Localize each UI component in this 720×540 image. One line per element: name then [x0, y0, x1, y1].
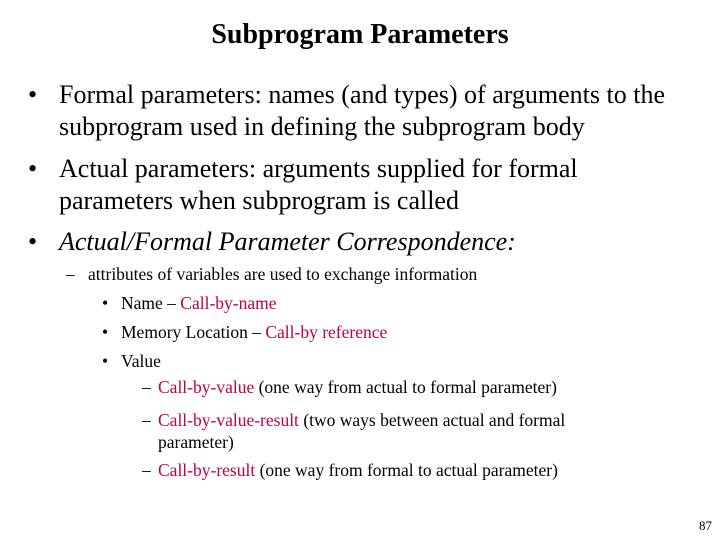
- bullet-marker: •: [28, 227, 38, 256]
- item-highlight: Call-by-name: [180, 293, 277, 313]
- bullet-correspondence: [28, 226, 698, 258]
- dash-marker: –: [142, 410, 151, 430]
- sub-item-attributes: [66, 263, 666, 285]
- page-number: 87: [699, 518, 712, 533]
- item-highlight: Call-by-result: [158, 460, 256, 480]
- value-item-content: [142, 459, 642, 481]
- bullet-actual-parameters: [28, 153, 698, 217]
- list-item-memory-location: [102, 321, 662, 343]
- dash-marker: –: [66, 264, 75, 284]
- value-item-content: [142, 409, 642, 453]
- bullet-text: Formal parameters: names (and types) of arguments to the subprogram used in defining the subprogram body: [59, 80, 666, 141]
- item-rest: (one way from actual to formal parameter): [254, 377, 557, 397]
- list-item-name: [102, 292, 662, 314]
- value-item-call-by-value-result: [142, 409, 642, 453]
- page-title: Subprogram Parameters: [211, 19, 509, 50]
- item-highlight: Call-by-value: [158, 377, 255, 397]
- list-item-content: [102, 321, 662, 343]
- bullet-marker: •: [28, 80, 38, 109]
- item-rest: (one way from formal to actual parameter): [255, 460, 558, 480]
- item-label: Name –: [121, 293, 181, 313]
- dash-marker: –: [142, 377, 151, 397]
- dash-marker: –: [142, 460, 151, 480]
- bullet-formal-parameters: [28, 79, 698, 143]
- item-highlight: Call-by reference: [265, 322, 388, 342]
- item-rest: (two ways between actual and formal parameter): [158, 410, 566, 452]
- bullet-marker: •: [28, 154, 38, 183]
- bullet-marker: •: [102, 293, 109, 313]
- value-item-call-by-result: [142, 459, 642, 481]
- bullet-text: Actual parameters: arguments supplied for formal parameters when subprogram is called: [59, 154, 578, 215]
- item-label: Memory Location –: [121, 322, 266, 342]
- value-item-call-by-value: [142, 376, 642, 398]
- list-item-content: [102, 292, 662, 314]
- bullet-text: Actual/Formal Parameter Correspondence:: [59, 227, 516, 256]
- bullet-marker: •: [102, 351, 109, 371]
- value-item-content: [142, 376, 642, 398]
- bullet-marker: •: [102, 322, 109, 342]
- list-item-value: [102, 350, 662, 372]
- sub-item-text: attributes of variables are used to exchange information: [88, 264, 478, 284]
- item-highlight: Call-by-value-result: [158, 410, 299, 430]
- item-label: Value: [121, 351, 161, 371]
